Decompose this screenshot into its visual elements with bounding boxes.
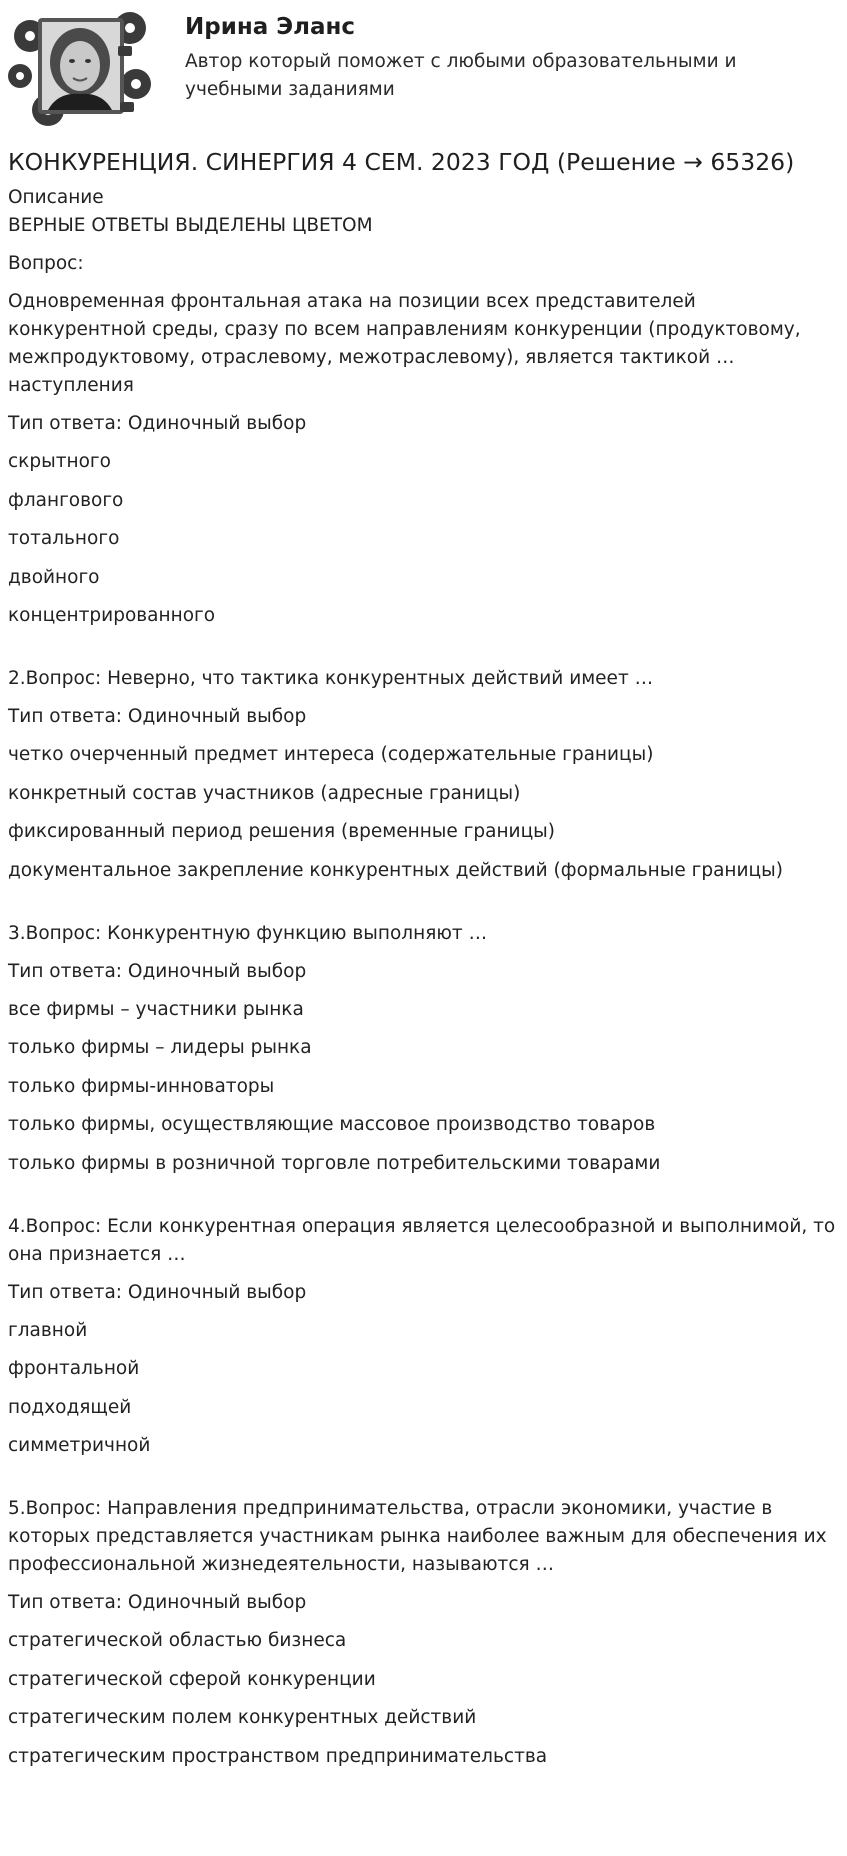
answer-option: подходящей: [8, 1396, 132, 1418]
answer-option: стратегической областью бизнеса: [8, 1630, 347, 1651]
author-description: Автор который поможет с любыми образовательными и учебными заданиями: [185, 51, 737, 100]
answer-option: скрытного: [8, 451, 111, 472]
author-avatar: [8, 6, 152, 128]
answer-type: Тип ответа: Одиночный выбор: [8, 413, 307, 434]
question-4: [8, 1213, 838, 1461]
question-text: 5.Вопрос: Направления предпринимательства, отрасли экономики, участие в которых представляется участникам рынка наиболее важным для обеспечения их профессиональной жизнедеятельности, называются …: [8, 1498, 827, 1575]
answer-option: флангового: [8, 489, 124, 511]
question-text: 2.Вопрос: Неверно, что тактика конкурентных действий имеет …: [8, 668, 654, 689]
question-2: [8, 665, 838, 885]
answer-option: симметричной: [8, 1435, 151, 1456]
answer-type: Тип ответа: Одиночный выбор: [8, 1592, 307, 1613]
answer-option: только фирмы в розничной торговле потребительскими товарами: [8, 1152, 661, 1174]
answer-option: концентрированного: [8, 605, 216, 626]
answer-option: конкретный состав участников (адресные границы): [8, 782, 521, 804]
question-text: 3.Вопрос: Конкурентную функцию выполняют …: [8, 922, 488, 944]
question-text: Одновременная фронтальная атака на позиции всех представителей конкурентной среды, сразу по всем направлениям конкуренции (продуктовому, межпродуктовому, отраслевому, межотраслевому), является тактикой … наступления: [8, 291, 801, 396]
question-5: [8, 1495, 838, 1771]
answer-option: только фирмы-инноваторы: [8, 1075, 275, 1097]
question-1: [8, 288, 838, 630]
question-3: [8, 920, 838, 1178]
answer-type: Тип ответа: Одиночный выбор: [8, 960, 307, 982]
answer-option: четко очерченный предмет интереса (содержательные границы): [8, 744, 654, 765]
question-text: 4.Вопрос: Если конкурентная операция является целесообразной и выполнимой, то она признается …: [8, 1215, 836, 1265]
answer-option: главной: [8, 1319, 88, 1341]
answer-option: документальное закрепление конкурентных действий (формальные границы): [8, 859, 783, 881]
document-title: КОНКУРЕНЦИЯ. СИНЕРГИЯ 4 СЕМ. 2023 ГОД (Решение → 65326): [8, 148, 795, 176]
answer-type: Тип ответа: Одиночный выбор: [8, 1281, 307, 1303]
answer-option: стратегическим пространством предпринимательства: [8, 1745, 548, 1767]
answer-type: Тип ответа: Одиночный выбор: [8, 706, 307, 727]
answer-option: все фирмы – участники рынка: [8, 998, 304, 1020]
answer-option: двойного: [8, 566, 100, 588]
document-page: [8, 0, 838, 1781]
answer-option: тотального: [8, 528, 120, 549]
answer-option: только фирмы, осуществляющие массовое производство товаров: [8, 1114, 656, 1135]
author-name[interactable]: Ирина Эланс: [185, 14, 356, 40]
answers-note: ВЕРНЫЕ ОТВЕТЫ ВЫДЕЛЕНЫ ЦВЕТОМ: [8, 215, 373, 236]
answer-option: фронтальной: [8, 1358, 140, 1379]
answer-option: стратегическим полем конкурентных действий: [8, 1707, 477, 1728]
answer-option: стратегической сферой конкуренции: [8, 1668, 376, 1690]
question-label: Вопрос:: [8, 253, 84, 274]
answer-option: фиксированный период решения (временные границы): [8, 821, 555, 842]
author-header: [8, 0, 838, 136]
answer-option: только фирмы – лидеры рынка: [8, 1037, 312, 1058]
description-label: Описание: [8, 187, 104, 208]
